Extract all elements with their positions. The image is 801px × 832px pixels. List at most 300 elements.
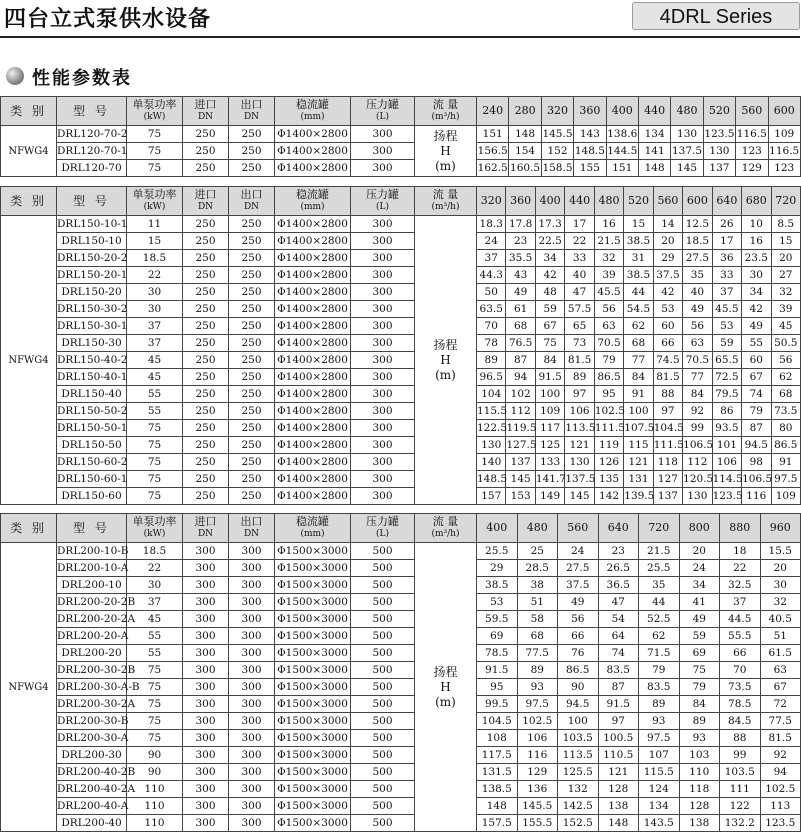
head-value-cell: 104.5 [653, 420, 682, 437]
col-category-header [1, 187, 57, 216]
head-value-cell: 23 [506, 233, 535, 250]
table-row [1, 679, 801, 696]
flow-value-header: 520 [703, 97, 735, 126]
head-value-cell: 15.5 [760, 543, 801, 560]
model-cell: DRL200-20-A [57, 628, 127, 645]
head-value-cell: 54 [598, 611, 639, 628]
head-value-cell: 121 [565, 437, 594, 454]
stab-tank-cell: Φ1400×2800 [275, 335, 351, 352]
table-row [1, 696, 801, 713]
col-flow-header [415, 97, 477, 126]
outlet-cell: 250 [229, 369, 275, 386]
head-value-cell: 64 [598, 628, 639, 645]
head-label [415, 543, 477, 832]
head-value-cell: 25.5 [477, 543, 518, 560]
head-value-cell: 24 [477, 233, 506, 250]
power-cell: 45 [127, 611, 183, 628]
head-value-cell: 84 [679, 696, 720, 713]
stab-tank-cell: Φ1400×2800 [275, 233, 351, 250]
head-value-cell: 112 [683, 454, 712, 471]
col-inlet-header [183, 187, 229, 216]
flow-value-header: 480 [671, 97, 703, 126]
flow-value-header: 320 [541, 97, 573, 126]
head-value-cell: 27.5 [558, 560, 599, 577]
stab-tank-cell: Φ1400×2800 [275, 437, 351, 454]
outlet-cell: 250 [229, 126, 275, 143]
head-value-cell: 128 [679, 798, 720, 815]
outlet-cell: 250 [229, 471, 275, 488]
col-power-label: 单泵功率 [132, 188, 177, 201]
head-value-cell: 154 [509, 143, 541, 160]
inlet-cell: 300 [183, 662, 229, 679]
inlet-cell: 250 [183, 301, 229, 318]
head-value-cell: 50 [477, 284, 506, 301]
inlet-cell: 300 [183, 815, 229, 832]
table-row [1, 386, 801, 403]
head-value-cell: 61 [506, 301, 535, 318]
outlet-cell: 250 [229, 250, 275, 267]
head-label-h: H [440, 352, 451, 367]
head-value-cell: 89 [565, 369, 594, 386]
head-value-cell: 59 [712, 335, 741, 352]
flow-value-header: 720 [771, 187, 800, 216]
head-value-cell: 99 [720, 747, 761, 764]
head-value-cell: 107.5 [624, 420, 653, 437]
outlet-cell: 250 [229, 403, 275, 420]
stab-tank-cell: Φ1400×2800 [275, 301, 351, 318]
press-tank-cell: 300 [351, 488, 415, 505]
inlet-cell: 300 [183, 543, 229, 560]
power-cell: 55 [127, 386, 183, 403]
head-value-cell: 37 [720, 594, 761, 611]
head-value-cell: 70 [720, 662, 761, 679]
head-value-cell: 79 [679, 679, 720, 696]
head-value-cell: 113.5 [565, 420, 594, 437]
head-value-cell: 29 [477, 560, 518, 577]
inlet-cell: 300 [183, 696, 229, 713]
series-label: NFWG4 [1, 126, 57, 177]
model-cell: DRL200-30-2A [57, 696, 127, 713]
head-value-cell: 79 [742, 403, 771, 420]
head-value-cell: 26.5 [598, 560, 639, 577]
head-value-cell: 148 [638, 160, 670, 177]
section-title: 性能参数表 [32, 68, 132, 89]
page-title: 四台立式泵供水设备 [4, 7, 212, 32]
flow-value-header: 600 [768, 97, 800, 126]
head-value-cell: 63 [594, 318, 623, 335]
head-value-cell: 30 [760, 577, 801, 594]
outlet-cell: 250 [229, 437, 275, 454]
head-value-cell: 18.5 [683, 233, 712, 250]
table-row [1, 471, 801, 488]
head-value-cell: 15 [624, 216, 653, 233]
head-value-cell: 39 [771, 301, 800, 318]
head-value-cell: 157.5 [477, 815, 518, 832]
head-value-cell: 41 [679, 594, 720, 611]
head-value-cell: 141 [638, 143, 670, 160]
head-value-cell: 89 [639, 696, 680, 713]
outlet-cell: 300 [229, 611, 275, 628]
table-row [1, 611, 801, 628]
head-value-cell: 127.5 [506, 437, 535, 454]
col-inlet-label: 进口 [194, 515, 217, 528]
head-value-cell: 98 [742, 454, 771, 471]
head-value-cell: 61.5 [760, 645, 801, 662]
head-value-cell: 70.5 [683, 352, 712, 369]
model-cell: DRL200-40-2A [57, 781, 127, 798]
table-row [1, 628, 801, 645]
power-cell: 55 [127, 628, 183, 645]
head-value-cell: 156.5 [477, 143, 509, 160]
power-cell: 75 [127, 454, 183, 471]
inlet-cell: 250 [183, 250, 229, 267]
col-stab-tank-header [275, 514, 351, 543]
head-value-cell: 143 [574, 126, 606, 143]
stab-tank-cell: Φ1500×3000 [275, 611, 351, 628]
power-cell: 37 [127, 318, 183, 335]
head-value-cell: 93 [679, 730, 720, 747]
head-value-cell: 62 [639, 628, 680, 645]
col-model-header [57, 187, 127, 216]
stab-tank-cell: Φ1400×2800 [275, 352, 351, 369]
press-tank-cell: 500 [351, 611, 415, 628]
head-value-cell: 62 [624, 318, 653, 335]
press-tank-cell: 500 [351, 577, 415, 594]
power-cell: 30 [127, 301, 183, 318]
head-value-cell: 109 [535, 403, 564, 420]
head-value-cell: 102.5 [760, 781, 801, 798]
stab-tank-cell: Φ1400×2800 [275, 216, 351, 233]
head-value-cell: 78 [477, 335, 506, 352]
head-value-cell: 89 [477, 352, 506, 369]
power-cell: 45 [127, 369, 183, 386]
head-value-cell: 97.5 [517, 696, 558, 713]
col-press-tank-header [351, 187, 415, 216]
series-label: NFWG4 [1, 216, 57, 505]
head-value-cell: 88 [653, 386, 682, 403]
head-value-cell: 129 [517, 764, 558, 781]
head-value-cell: 113.5 [558, 747, 599, 764]
head-value-cell: 91.5 [598, 696, 639, 713]
flow-value-header: 280 [509, 97, 541, 126]
press-tank-cell: 500 [351, 713, 415, 730]
outlet-cell: 300 [229, 696, 275, 713]
inlet-cell: 300 [183, 628, 229, 645]
head-value-cell: 87 [506, 352, 535, 369]
head-value-cell: 130 [671, 126, 703, 143]
press-tank-cell: 500 [351, 679, 415, 696]
head-value-cell: 126 [594, 454, 623, 471]
stab-tank-cell: Φ1500×3000 [275, 662, 351, 679]
model-cell: DRL150-20 [57, 284, 127, 301]
head-value-cell: 68 [624, 335, 653, 352]
head-value-cell: 116 [517, 747, 558, 764]
col-inlet-unit: DN [197, 202, 214, 212]
head-value-cell: 23 [598, 543, 639, 560]
col-inlet-unit: DN [197, 529, 214, 539]
head-value-cell: 24 [558, 543, 599, 560]
head-value-cell: 56 [594, 301, 623, 318]
head-value-cell: 120.5 [683, 471, 712, 488]
power-cell: 75 [127, 471, 183, 488]
head-value-cell: 104 [477, 386, 506, 403]
model-cell: DRL200-30-A [57, 730, 127, 747]
head-value-cell: 89 [679, 713, 720, 730]
head-value-cell: 139.5 [624, 488, 653, 505]
flow-value-header: 440 [565, 187, 594, 216]
outlet-cell: 300 [229, 577, 275, 594]
stab-tank-cell: Φ1400×2800 [275, 471, 351, 488]
flow-value-header: 800 [679, 514, 720, 543]
head-label-h: H [440, 143, 451, 158]
head-value-cell: 74.5 [653, 352, 682, 369]
head-value-cell: 81.5 [760, 730, 801, 747]
model-cell: DRL150-10-1 [57, 216, 127, 233]
outlet-cell: 300 [229, 628, 275, 645]
head-value-cell: 23.5 [742, 250, 771, 267]
head-value-cell: 78.5 [720, 696, 761, 713]
col-press-tank-unit: (L) [376, 112, 389, 122]
head-value-cell: 44 [624, 284, 653, 301]
outlet-cell: 300 [229, 645, 275, 662]
inlet-cell: 250 [183, 143, 229, 160]
table-row [1, 160, 801, 177]
head-value-cell: 123 [768, 160, 800, 177]
model-cell: DRL150-30-2 [57, 301, 127, 318]
flow-value-header: 640 [598, 514, 639, 543]
press-tank-cell: 300 [351, 301, 415, 318]
model-cell: DRL150-50-2 [57, 403, 127, 420]
model-cell: DRL150-60-2 [57, 454, 127, 471]
press-tank-cell: 300 [351, 250, 415, 267]
inlet-cell: 250 [183, 437, 229, 454]
power-cell: 37 [127, 594, 183, 611]
flow-value-header: 560 [558, 514, 599, 543]
table-row [1, 352, 801, 369]
head-value-cell: 155.5 [517, 815, 558, 832]
col-inlet-header [183, 97, 229, 126]
title-divider [0, 36, 800, 38]
model-cell: DRL200-10-B [57, 543, 127, 560]
head-value-cell: 42 [742, 301, 771, 318]
head-value-cell: 67 [760, 679, 801, 696]
power-cell: 90 [127, 764, 183, 781]
table-row [1, 454, 801, 471]
head-value-cell: 110.5 [598, 747, 639, 764]
model-cell: DRL150-40-1 [57, 369, 127, 386]
head-value-cell: 137 [506, 454, 535, 471]
head-value-cell: 84 [683, 386, 712, 403]
head-value-cell: 33 [712, 267, 741, 284]
col-outlet-label: 出口 [240, 98, 263, 111]
head-value-cell: 155 [574, 160, 606, 177]
head-value-cell: 86.5 [558, 662, 599, 679]
stab-tank-cell: Φ1500×3000 [275, 713, 351, 730]
table-row [1, 318, 801, 335]
head-value-cell: 86.5 [594, 369, 623, 386]
press-tank-cell: 300 [351, 471, 415, 488]
stab-tank-cell: Φ1500×3000 [275, 747, 351, 764]
head-value-cell: 89 [517, 662, 558, 679]
head-value-cell: 97.5 [771, 471, 800, 488]
head-value-cell: 121 [598, 764, 639, 781]
head-value-cell: 152.5 [558, 815, 599, 832]
head-value-cell: 142.5 [558, 798, 599, 815]
power-cell: 90 [127, 747, 183, 764]
head-value-cell: 32 [771, 284, 800, 301]
head-value-cell: 77 [683, 369, 712, 386]
table-row [1, 335, 801, 352]
head-value-cell: 18.3 [477, 216, 506, 233]
head-label-text: 扬程 [433, 664, 458, 679]
flow-value-header: 720 [639, 514, 680, 543]
inlet-cell: 300 [183, 645, 229, 662]
head-value-cell: 95 [594, 386, 623, 403]
head-value-cell: 101 [712, 437, 741, 454]
flow-value-header: 640 [712, 187, 741, 216]
head-value-cell: 106.5 [683, 437, 712, 454]
outlet-cell: 250 [229, 267, 275, 284]
col-stab-tank-unit: (mm) [300, 112, 325, 122]
table-row [1, 594, 801, 611]
head-value-cell: 106 [565, 403, 594, 420]
col-category-label: 类 别 [10, 104, 47, 118]
flow-value-header: 480 [594, 187, 623, 216]
head-value-cell: 79.5 [712, 386, 741, 403]
head-value-cell: 79 [639, 662, 680, 679]
head-value-cell: 141.7 [535, 471, 564, 488]
col-press-tank-header [351, 514, 415, 543]
inlet-cell: 300 [183, 747, 229, 764]
head-value-cell: 20 [771, 250, 800, 267]
head-value-cell: 38.5 [477, 577, 518, 594]
model-cell: DRL150-20-1 [57, 267, 127, 284]
head-value-cell: 115 [624, 437, 653, 454]
head-value-cell: 72 [760, 696, 801, 713]
col-stab-tank-label: 稳流罐 [296, 515, 329, 528]
press-tank-cell: 300 [351, 216, 415, 233]
flow-value-header: 400 [606, 97, 638, 126]
model-cell: DRL200-40-A [57, 798, 127, 815]
power-cell: 75 [127, 437, 183, 454]
col-model-header [57, 97, 127, 126]
head-value-cell: 87 [742, 420, 771, 437]
col-flow-unit: (m³/h) [431, 529, 460, 539]
col-stab-tank-header [275, 187, 351, 216]
head-value-cell: 94.5 [742, 437, 771, 454]
head-value-cell: 138 [679, 815, 720, 832]
power-cell: 55 [127, 645, 183, 662]
inlet-cell: 300 [183, 560, 229, 577]
col-power-header [127, 514, 183, 543]
col-power-unit: (kW) [143, 202, 166, 212]
head-value-cell: 143.5 [639, 815, 680, 832]
stab-tank-cell: Φ1500×3000 [275, 628, 351, 645]
stab-tank-cell: Φ1400×2800 [275, 386, 351, 403]
head-value-cell: 53 [653, 301, 682, 318]
head-value-cell: 75 [679, 662, 720, 679]
head-value-cell: 145.5 [517, 798, 558, 815]
inlet-cell: 250 [183, 335, 229, 352]
col-stab-tank-label: 稳流罐 [296, 188, 329, 201]
head-value-cell: 55 [742, 335, 771, 352]
head-value-cell: 138.6 [606, 126, 638, 143]
inlet-cell: 250 [183, 267, 229, 284]
press-tank-cell: 300 [351, 335, 415, 352]
head-value-cell: 110 [679, 764, 720, 781]
head-label-h: H [440, 679, 451, 694]
inlet-cell: 250 [183, 352, 229, 369]
head-value-cell: 38 [517, 577, 558, 594]
col-model-label: 型 号 [73, 194, 110, 208]
table-row [1, 781, 801, 798]
col-inlet-unit: DN [197, 112, 214, 122]
col-inlet-label: 进口 [194, 98, 217, 111]
stab-tank-cell: Φ1400×2800 [275, 250, 351, 267]
head-value-cell: 50.5 [771, 335, 800, 352]
press-tank-cell: 300 [351, 233, 415, 250]
col-flow-unit: (m³/h) [431, 202, 460, 212]
stab-tank-cell: Φ1500×3000 [275, 798, 351, 815]
head-value-cell: 43 [506, 267, 535, 284]
stab-tank-cell: Φ1500×3000 [275, 543, 351, 560]
head-value-cell: 103 [679, 747, 720, 764]
model-cell: DRL200-20-2B [57, 594, 127, 611]
head-value-cell: 129 [736, 160, 768, 177]
inlet-cell: 250 [183, 284, 229, 301]
head-value-cell: 118 [679, 781, 720, 798]
model-cell: DRL200-40 [57, 815, 127, 832]
inlet-cell: 300 [183, 798, 229, 815]
inlet-cell: 300 [183, 611, 229, 628]
head-value-cell: 114.5 [712, 471, 741, 488]
power-cell: 110 [127, 781, 183, 798]
col-flow-unit: (m³/h) [431, 112, 460, 122]
head-value-cell: 62 [771, 369, 800, 386]
head-value-cell: 153 [506, 488, 535, 505]
outlet-cell: 300 [229, 747, 275, 764]
press-tank-cell: 500 [351, 645, 415, 662]
head-value-cell: 119 [594, 437, 623, 454]
head-value-cell: 138 [598, 798, 639, 815]
model-cell: DRL200-20-2A [57, 611, 127, 628]
table-row [1, 126, 801, 143]
head-value-cell: 68 [517, 628, 558, 645]
col-inlet-header [183, 514, 229, 543]
press-tank-cell: 300 [351, 386, 415, 403]
col-power-label: 单泵功率 [132, 515, 177, 528]
head-value-cell: 93.5 [712, 420, 741, 437]
outlet-cell: 250 [229, 386, 275, 403]
head-value-cell: 92 [683, 403, 712, 420]
head-value-cell: 37 [477, 250, 506, 267]
head-value-cell: 84 [535, 352, 564, 369]
outlet-cell: 300 [229, 679, 275, 696]
power-cell: 75 [127, 662, 183, 679]
press-tank-cell: 500 [351, 730, 415, 747]
model-cell: DRL150-10 [57, 233, 127, 250]
head-value-cell: 16 [594, 216, 623, 233]
head-value-cell: 29 [653, 250, 682, 267]
head-value-cell: 138.5 [477, 781, 518, 798]
inlet-cell: 250 [183, 160, 229, 177]
head-value-cell: 40 [683, 284, 712, 301]
inlet-cell: 300 [183, 781, 229, 798]
table-header-row [1, 514, 801, 543]
head-value-cell: 73.5 [720, 679, 761, 696]
stab-tank-cell: Φ1400×2800 [275, 126, 351, 143]
head-value-cell: 28.5 [517, 560, 558, 577]
